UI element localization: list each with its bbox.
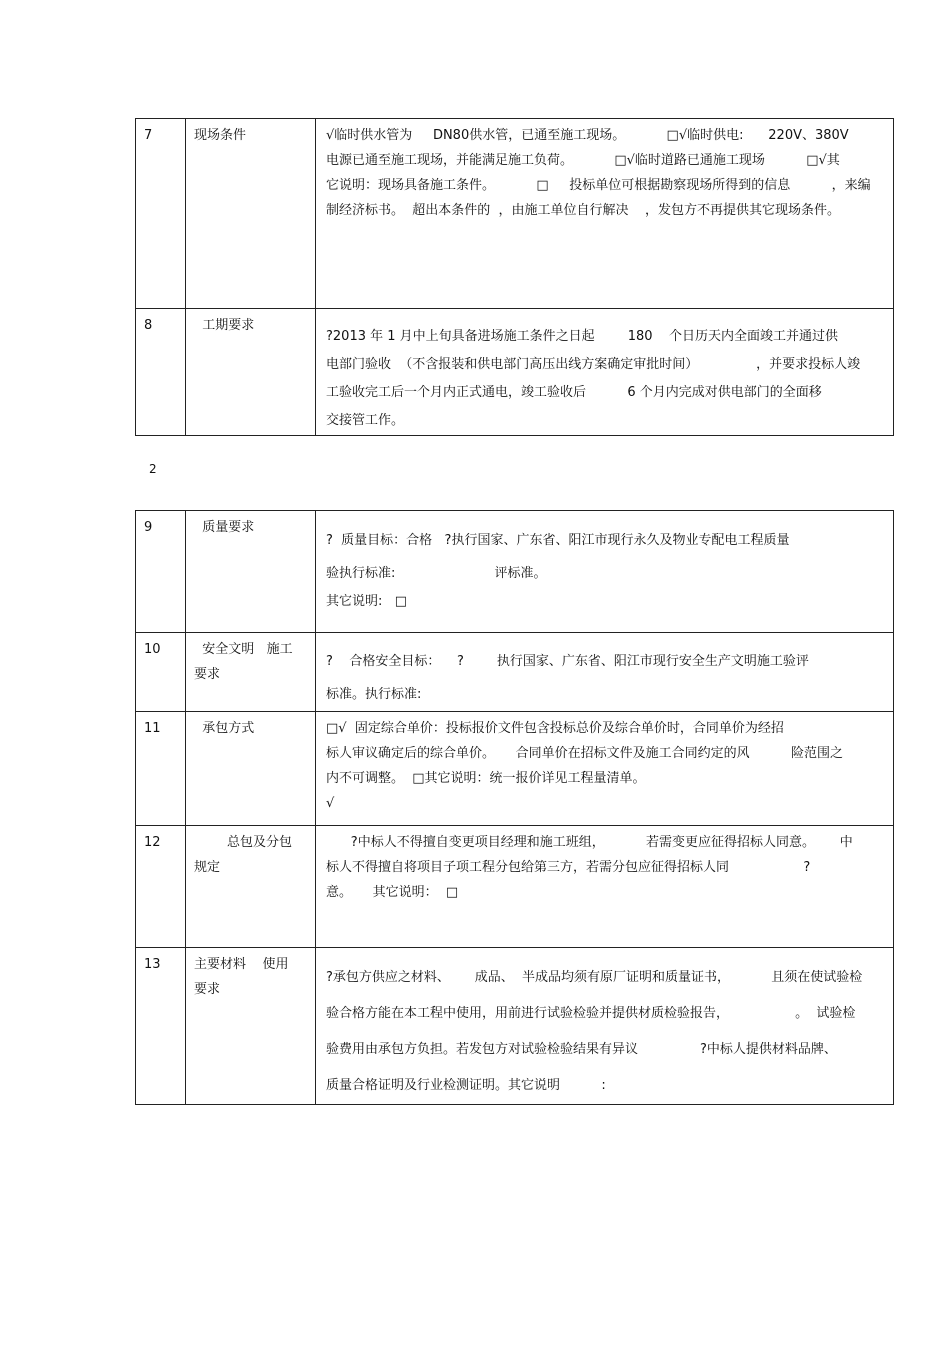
content-line: 标人审议确定后的综合单价。 合同单价在招标文件及施工合同约定的风 险范围之	[326, 746, 843, 761]
content-line: 其它说明: □	[326, 594, 408, 609]
content-line: ? 合格安全目标： ? 执行国家、广东省、阳江市现行安全生产文明施工验评	[326, 654, 809, 669]
requirements-table-1	[135, 118, 894, 436]
row-content	[316, 633, 894, 712]
content-line: √临时供水管为 DN80供水管，已通至施工现场。 □√临时供电: 220V、380V	[326, 128, 849, 143]
content-line: 验合格方能在本工程中使用，用前进行试验检验并提供材质检验报告， 。 试验检	[326, 1006, 856, 1021]
content-line: 质量合格证明及行业检测证明。其它说明 :	[326, 1078, 606, 1093]
content-line: 内不可调整。 □其它说明：统一报价详见工程量清单。	[326, 771, 646, 786]
table-row	[136, 511, 894, 633]
row-number: 12	[136, 826, 186, 948]
row-label: 承包方式	[186, 712, 316, 826]
table-row	[136, 633, 894, 712]
content-line: ?中标人不得擅自变更项目经理和施工班组， 若需变更应征得招标人同意。 中	[326, 835, 853, 850]
content-line: 标准。执行标准:	[326, 687, 422, 702]
content-line: 标人不得擅自将项目子项工程分包给第三方，若需分包应征得招标人同 ?	[326, 860, 811, 875]
row-content	[316, 948, 894, 1105]
content-line: □√ 固定综合单价：投标报价文件包含投标总价及综合单价时，合同单价为经招	[326, 721, 784, 736]
page-number: 2	[149, 462, 157, 476]
row-label: 总包及分包 规定	[186, 826, 316, 948]
row-content	[316, 119, 894, 309]
content-line: ? 质量目标：合格 ?执行国家、广东省、阳江市现行永久及物业专配电工程质量	[326, 533, 790, 548]
table-row	[136, 948, 894, 1105]
table-row	[136, 309, 894, 436]
content-line: 意。 其它说明： □	[326, 885, 459, 900]
row-number: 7	[136, 119, 186, 309]
content-line: 验执行标准: 评标准。	[326, 566, 547, 581]
content-line: 电源已通至施工现场，并能满足施工负荷。 □√临时道路已通施工现场 □√其	[326, 153, 840, 168]
content-line: ?2013 年 1 月中上旬具备进场施工条件之日起 180 个日历天内全面竣工并通过供	[326, 329, 839, 344]
content-line: ?承包方供应之材料、 成品、 半成品均须有原厂证明和质量证书， 且须在使试验检	[326, 970, 863, 985]
row-number: 10	[136, 633, 186, 712]
content-line: 验费用由承包方负担。若发包方对试验检验结果有异议 ?中标人提供材料品牌、	[326, 1042, 837, 1057]
row-label: 安全文明 施工 要求	[186, 633, 316, 712]
row-number: 9	[136, 511, 186, 633]
row-label: 工期要求	[186, 309, 316, 436]
row-content	[316, 826, 894, 948]
requirements-table-2	[135, 510, 894, 1105]
content-line: √	[326, 796, 335, 811]
content-line: 交接管工作。	[326, 413, 405, 428]
row-content	[316, 309, 894, 436]
content-line: 它说明：现场具备施工条件。 □ 投标单位可根据勘察现场所得到的信息 ，来编	[326, 178, 871, 193]
row-number: 11	[136, 712, 186, 826]
table-row	[136, 826, 894, 948]
content-line: 工验收完工后一个月内正式通电，竣工验收后 6 个月内完成对供电部门的全面移	[326, 385, 822, 400]
row-content	[316, 511, 894, 633]
row-label: 质量要求	[186, 511, 316, 633]
table-row	[136, 712, 894, 826]
row-label: 现场条件	[186, 119, 316, 309]
row-number: 8	[136, 309, 186, 436]
row-content	[316, 712, 894, 826]
content-line: 制经济标书。 超出本条件的 ，由施工单位自行解决 ，发包方不再提供其它现场条件。	[326, 203, 841, 218]
row-label: 主要材料 使用 要求	[186, 948, 316, 1105]
content-line: 电部门验收 （不含报装和供电部门高压出线方案确定审批时间） ，并要求投标人竣	[326, 357, 861, 372]
row-number: 13	[136, 948, 186, 1105]
table-row	[136, 119, 894, 309]
